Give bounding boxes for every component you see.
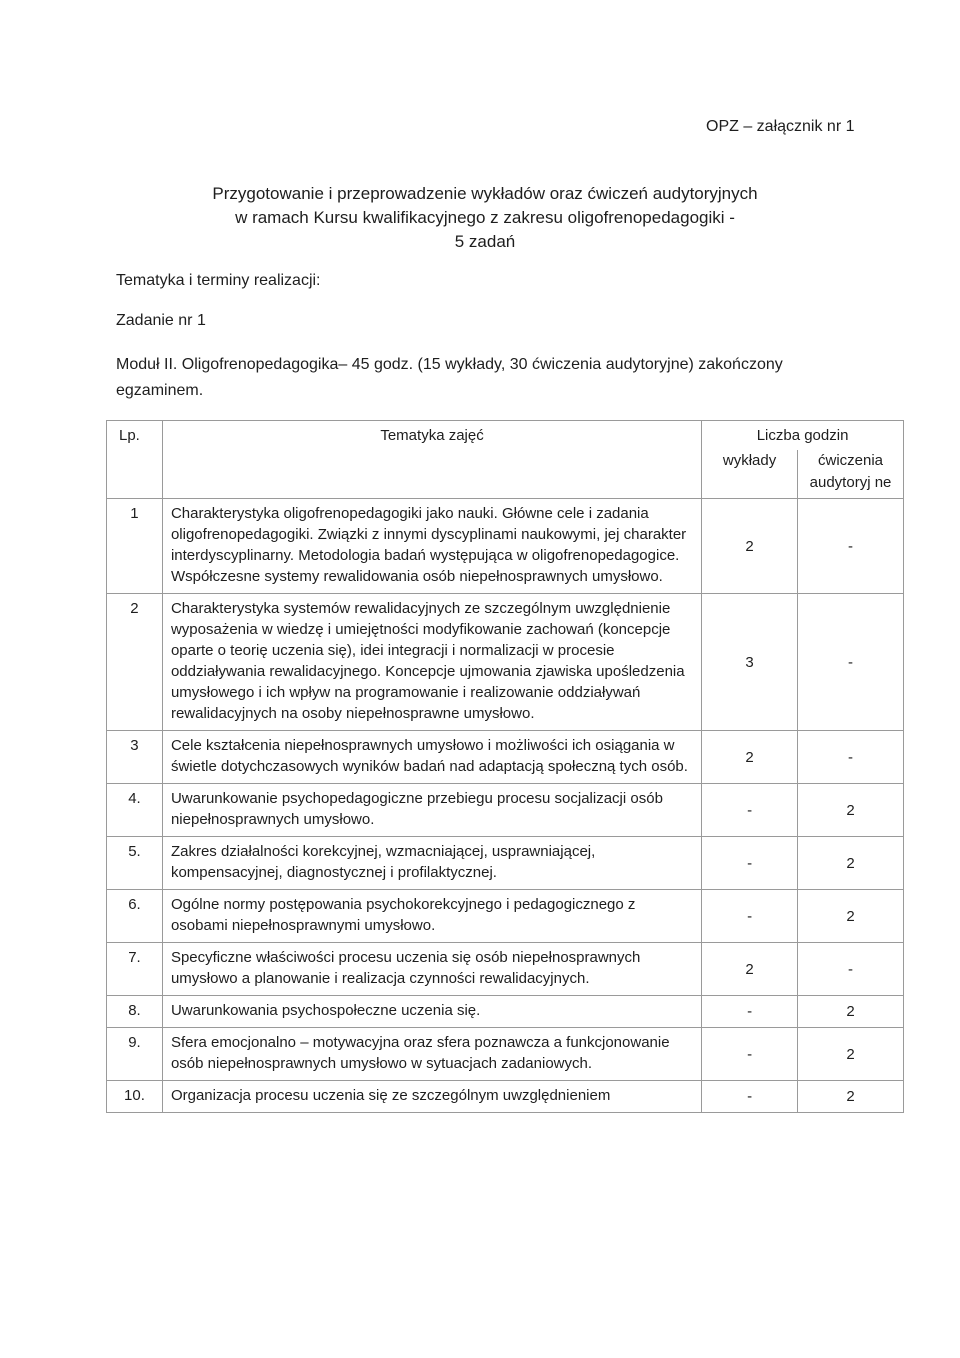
header-hours: Liczba godzin (702, 421, 904, 451)
row-topic: Sfera emocjonalno – motywacyjna oraz sfera poznawcza a funkcjonowanie osób niepełnosprawnych umysłowo w sytuacjach zadaniowych. (162, 1028, 701, 1081)
row-number: 1 (107, 499, 163, 594)
row-number: 3 (107, 731, 163, 784)
heading-line-1: Przygotowanie i przeprowadzenie wykładów oraz ćwiczeń audytoryjnych (212, 184, 758, 203)
annex-label: OPZ – załącznik nr 1 (706, 118, 855, 135)
row-topic: Uwarunkowanie psychopedagogiczne przebiegu procesu socjalizacji osób niepełnosprawnych umysłowo. (162, 784, 701, 837)
row-topic: Charakterystyka systemów rewalidacyjnych ze szczególnym uwzględnienie wyposażenia w wiedzę i umiejętności modyfikowanie zachowań (koncepcje oparte o teorię uczenia się), idei integracji i normalizacji w procesie oddziaływania rewalidacyjnego. Koncepcje ujmowania zjawiska upośledzenia umysłowego i ich wpływ na programowanie i realizowanie oddziaływań rewalidacyjnych na osoby niepełnosprawne umysłowo. (162, 594, 701, 731)
table-row (107, 943, 904, 996)
row-number: 5. (107, 837, 163, 890)
table-row (107, 890, 904, 943)
module-description: Moduł II. Oligofrenopedagogika– 45 godz. (15 wykłady, 30 ćwiczenia audytoryjne) zakończony egzaminem. (116, 356, 783, 399)
row-topic: Ogólne normy postępowania psychokorekcyjnego i pedagogicznego z osobami niepełnosprawnymi umysłowo. (162, 890, 701, 943)
table-row (107, 594, 904, 731)
row-number: 4. (107, 784, 163, 837)
row-lectures-hours: - (702, 784, 798, 837)
heading-line-3: 5 zadań (454, 232, 516, 251)
row-topic: Uwarunkowania psychospołeczne uczenia się. (162, 996, 701, 1028)
row-number: 8. (107, 996, 163, 1028)
row-exercises-hours: - (798, 594, 904, 731)
row-lectures-hours: - (702, 890, 798, 943)
row-number: 6. (107, 890, 163, 943)
row-lectures-hours: 2 (702, 943, 798, 996)
row-topic: Zakres działalności korekcyjnej, wzmacniającej, usprawniającej, kompensacyjnej, diagnostycznej i profilaktycznej. (162, 837, 701, 890)
row-number: 10. (107, 1081, 163, 1113)
row-lectures-hours: - (702, 837, 798, 890)
header-row (107, 421, 904, 451)
row-lectures-hours: 3 (702, 594, 798, 731)
row-lectures-hours: 2 (702, 499, 798, 594)
zadanie-label: Zadanie nr 1 (116, 312, 206, 329)
row-exercises-hours: 2 (798, 837, 904, 890)
row-topic: Charakterystyka oligofrenopedagogiki jako nauki. Główne cele i zadania oligofrenopedagogiki. Związki z innymi dyscyplinami naukowymi, jej charakter interdyscyplinarny. Metodologia badań występująca w oligofrenopedagogice. Współczesne systemy rewalidowania osób niepełnosprawnych umysłowo. (162, 499, 701, 594)
row-exercises-hours: - (798, 731, 904, 784)
row-exercises-hours: 2 (798, 890, 904, 943)
row-exercises-hours: - (798, 943, 904, 996)
row-exercises-hours: 2 (798, 1028, 904, 1081)
header-exercises: ćwiczenia audytoryj ne (798, 450, 904, 499)
header-lectures: wykłady (702, 450, 798, 499)
header-lp: Lp. (107, 421, 163, 499)
header-topic: Tematyka zajęć (162, 421, 701, 499)
topics-table (106, 420, 904, 1113)
row-lectures-hours: - (702, 1081, 798, 1113)
row-exercises-hours: - (798, 499, 904, 594)
table-row (107, 784, 904, 837)
row-topic: Specyficzne właściwości procesu uczenia się osób niepełnosprawnych umysłowo a planowanie i realizacja czynności rewalidacyjnych. (162, 943, 701, 996)
row-lectures-hours: - (702, 1028, 798, 1081)
row-number: 7. (107, 943, 163, 996)
row-exercises-hours: 2 (798, 784, 904, 837)
row-topic: Cele kształcenia niepełnosprawnych umysłowo i możliwości ich osiągania w świetle dotychczasowych wyników badań nad adaptacją społeczną tych osób. (162, 731, 701, 784)
table-row (107, 837, 904, 890)
row-number: 2 (107, 594, 163, 731)
row-exercises-hours: 2 (798, 1081, 904, 1113)
table-body (107, 499, 904, 1113)
row-topic: Organizacja procesu uczenia się ze szczególnym uwzględnieniem (162, 1081, 701, 1113)
table-row (107, 1081, 904, 1113)
table-row (107, 1028, 904, 1081)
table-row (107, 996, 904, 1028)
table-row (107, 731, 904, 784)
row-lectures-hours: - (702, 996, 798, 1028)
heading-line-2: w ramach Kursu kwalifikacyjnego z zakresu oligofrenopedagogiki - (235, 208, 735, 227)
document-heading (150, 182, 820, 254)
row-exercises-hours: 2 (798, 996, 904, 1028)
tematyka-label: Tematyka i terminy realizacji: (116, 272, 321, 289)
table-row (107, 499, 904, 594)
row-lectures-hours: 2 (702, 731, 798, 784)
row-number: 9. (107, 1028, 163, 1081)
